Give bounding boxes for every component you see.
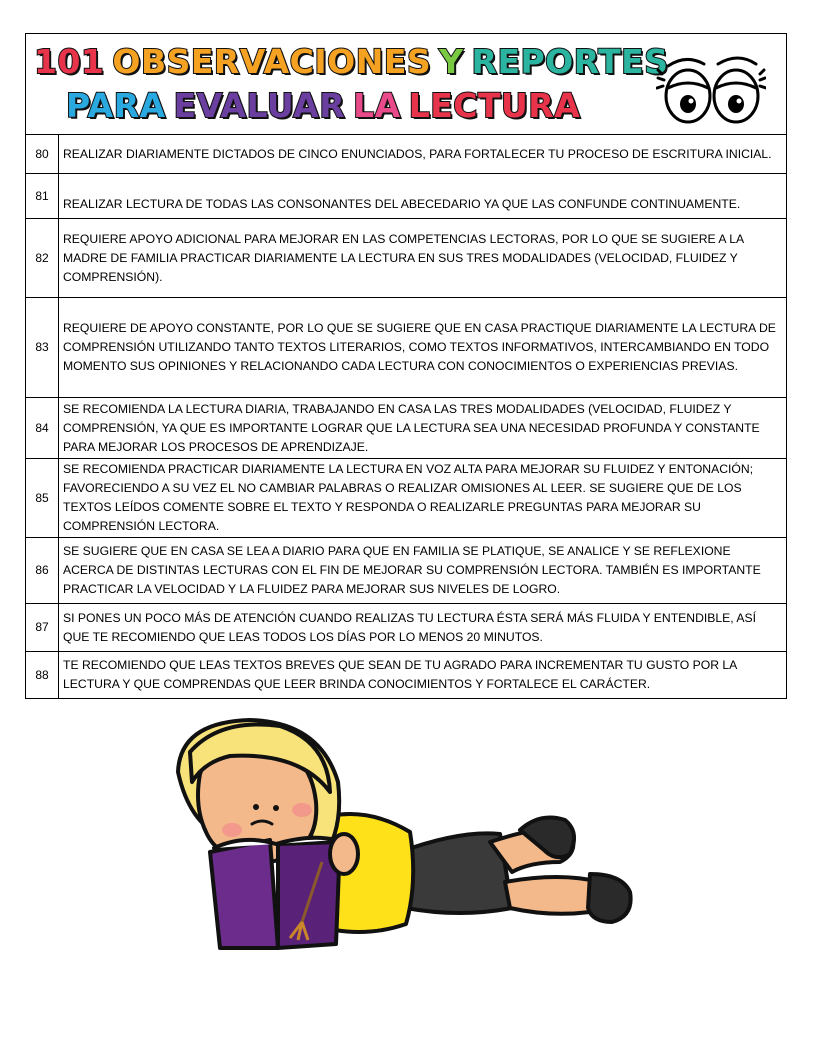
row-number: 85 (26, 459, 59, 538)
table-row (26, 604, 786, 652)
row-number: 86 (26, 538, 59, 604)
title-word: REPORTES (471, 42, 669, 81)
table-row (26, 538, 786, 604)
title-line-1 (34, 40, 677, 84)
observations-table (26, 135, 786, 698)
row-text: SE RECOMIENDA PRACTICAR DIARIAMENTE LA LECTURA EN VOZ ALTA PARA MEJORAR SU FLUIDEZ Y ENTONACIÓN; FAVORECIENDO A SU VEZ EL NO CAMBIAR PALABRAS O REALIZAR OMISIONES AL LEER. SE SUGIERE QUE DE LOS TEXTOS LEÍDOS COMENTE SOBRE EL TEXTO Y RESPONDA O REALIZARLE PREGUNTAS PARA MEJORAR SU COMPRENSIÓN LECTORA. (59, 459, 787, 538)
header (26, 34, 786, 135)
title-word: 101 (34, 42, 105, 81)
row-text: REALIZAR LECTURA DE TODAS LAS CONSONANTES DEL ABECEDARIO YA QUE LAS CONFUNDE CONTINUAMENTE. (59, 174, 787, 219)
table-row (26, 398, 786, 459)
row-text: SE SUGIERE QUE EN CASA SE LEA A DIARIO PARA QUE EN FAMILIA SE PLATIQUE, SE ANALICE Y SE REFLEXIONE ACERCA DE DISTINTAS LECTURAS CON EL FIN DE MEJORAR SU COMPRENSIÓN LECTORA. TAMBIÉN ES IMPORTANTE PRACTICAR LA VELOCIDAD Y LA FLUIDEZ PARA MEJORAR SUS NIVELES DE LOGRO. (59, 538, 787, 604)
table-row (26, 459, 786, 538)
row-number: 80 (26, 135, 59, 174)
row-number: 87 (26, 604, 59, 652)
table-row (26, 174, 786, 219)
row-text: REALIZAR DIARIAMENTE DICTADOS DE CINCO ENUNCIADOS, PARA FORTALECER TU PROCESO DE ESCRITURA INICIAL. (63, 146, 772, 161)
row-text: REQUIERE DE APOYO CONSTANTE, POR LO QUE SE SUGIERE QUE EN CASA PRACTIQUE DIARIAMENTE LA LECTURA DE COMPRENSIÓN UTILIZANDO TANTO TEXTOS LITERARIOS, COMO TEXTOS INFORMATIVOS, INTERCAMBIANDO EN TODO MOMENTO SUS OPINIONES Y RELACIONANDO CADA LECTURA CON CONOCIMIENTOS O EXPERIENCIAS PREVIAS. (59, 298, 787, 398)
row-number: 82 (26, 219, 59, 298)
row-number: 81 (26, 174, 59, 219)
girl-reading-illustration (160, 712, 650, 962)
title-word: LA (353, 86, 401, 125)
row-text: REQUIERE APOYO ADICIONAL PARA MEJORAR EN LAS COMPETENCIAS LECTORAS, POR LO QUE SE SUGIERE A LA MADRE DE FAMILIA PRACTICAR DIARIAMENTE LA LECTURA EN SUS TRES MODALIDADES (VELOCIDAD, FLUIDEZ Y COMPRENSIÓN). (59, 219, 787, 298)
table-row (26, 652, 786, 699)
title-line-2 (34, 84, 677, 128)
row-number: 88 (26, 652, 59, 699)
title-word: Y (439, 42, 464, 81)
row-number: 83 (26, 298, 59, 398)
table-row (26, 298, 786, 398)
row-text: TE RECOMIENDO QUE LEAS TEXTOS BREVES QUE SEAN DE TU AGRADO PARA INCREMENTAR TU GUSTO POR LA LECTURA Y QUE COMPRENDAS QUE LEER BRINDA CONOCIMIENTOS Y FORTALECE EL CARÁCTER. (59, 652, 787, 699)
table-row (26, 135, 786, 174)
row-text: SE RECOMIENDA LA LECTURA DIARIA, TRABAJANDO EN CASA LAS TRES MODALIDADES (VELOCIDAD, FLUIDEZ Y COMPRENSIÓN, YA QUE ES IMPORTANTE LOGRAR QUE LA LECTURA SEA UNA NECESIDAD PROFUNDA Y CONSTANTE PARA MEJORAR LOS PROCESOS DE APRENDIZAJE. (59, 398, 787, 459)
title-word: EVALUAR (173, 86, 346, 125)
title-word: LECTURA (408, 86, 581, 125)
title-word: PARA (66, 86, 166, 125)
row-text: SI PONES UN POCO MÁS DE ATENCIÓN CUANDO REALIZAS TU LECTURA ÉSTA SERÁ MÁS FLUIDA Y ENTENDIBLE, ASÍ QUE TE RECOMIENDO QUE LEAS TODOS LOS DÍAS POR LO MENOS 20 MINUTOS. (59, 604, 787, 652)
table-row (26, 219, 786, 298)
observations-sheet (25, 33, 787, 699)
page-title (34, 40, 677, 128)
cartoon-eyes-icon (656, 48, 766, 128)
title-word: OBSERVACIONES (112, 42, 432, 81)
row-number: 84 (26, 398, 59, 459)
